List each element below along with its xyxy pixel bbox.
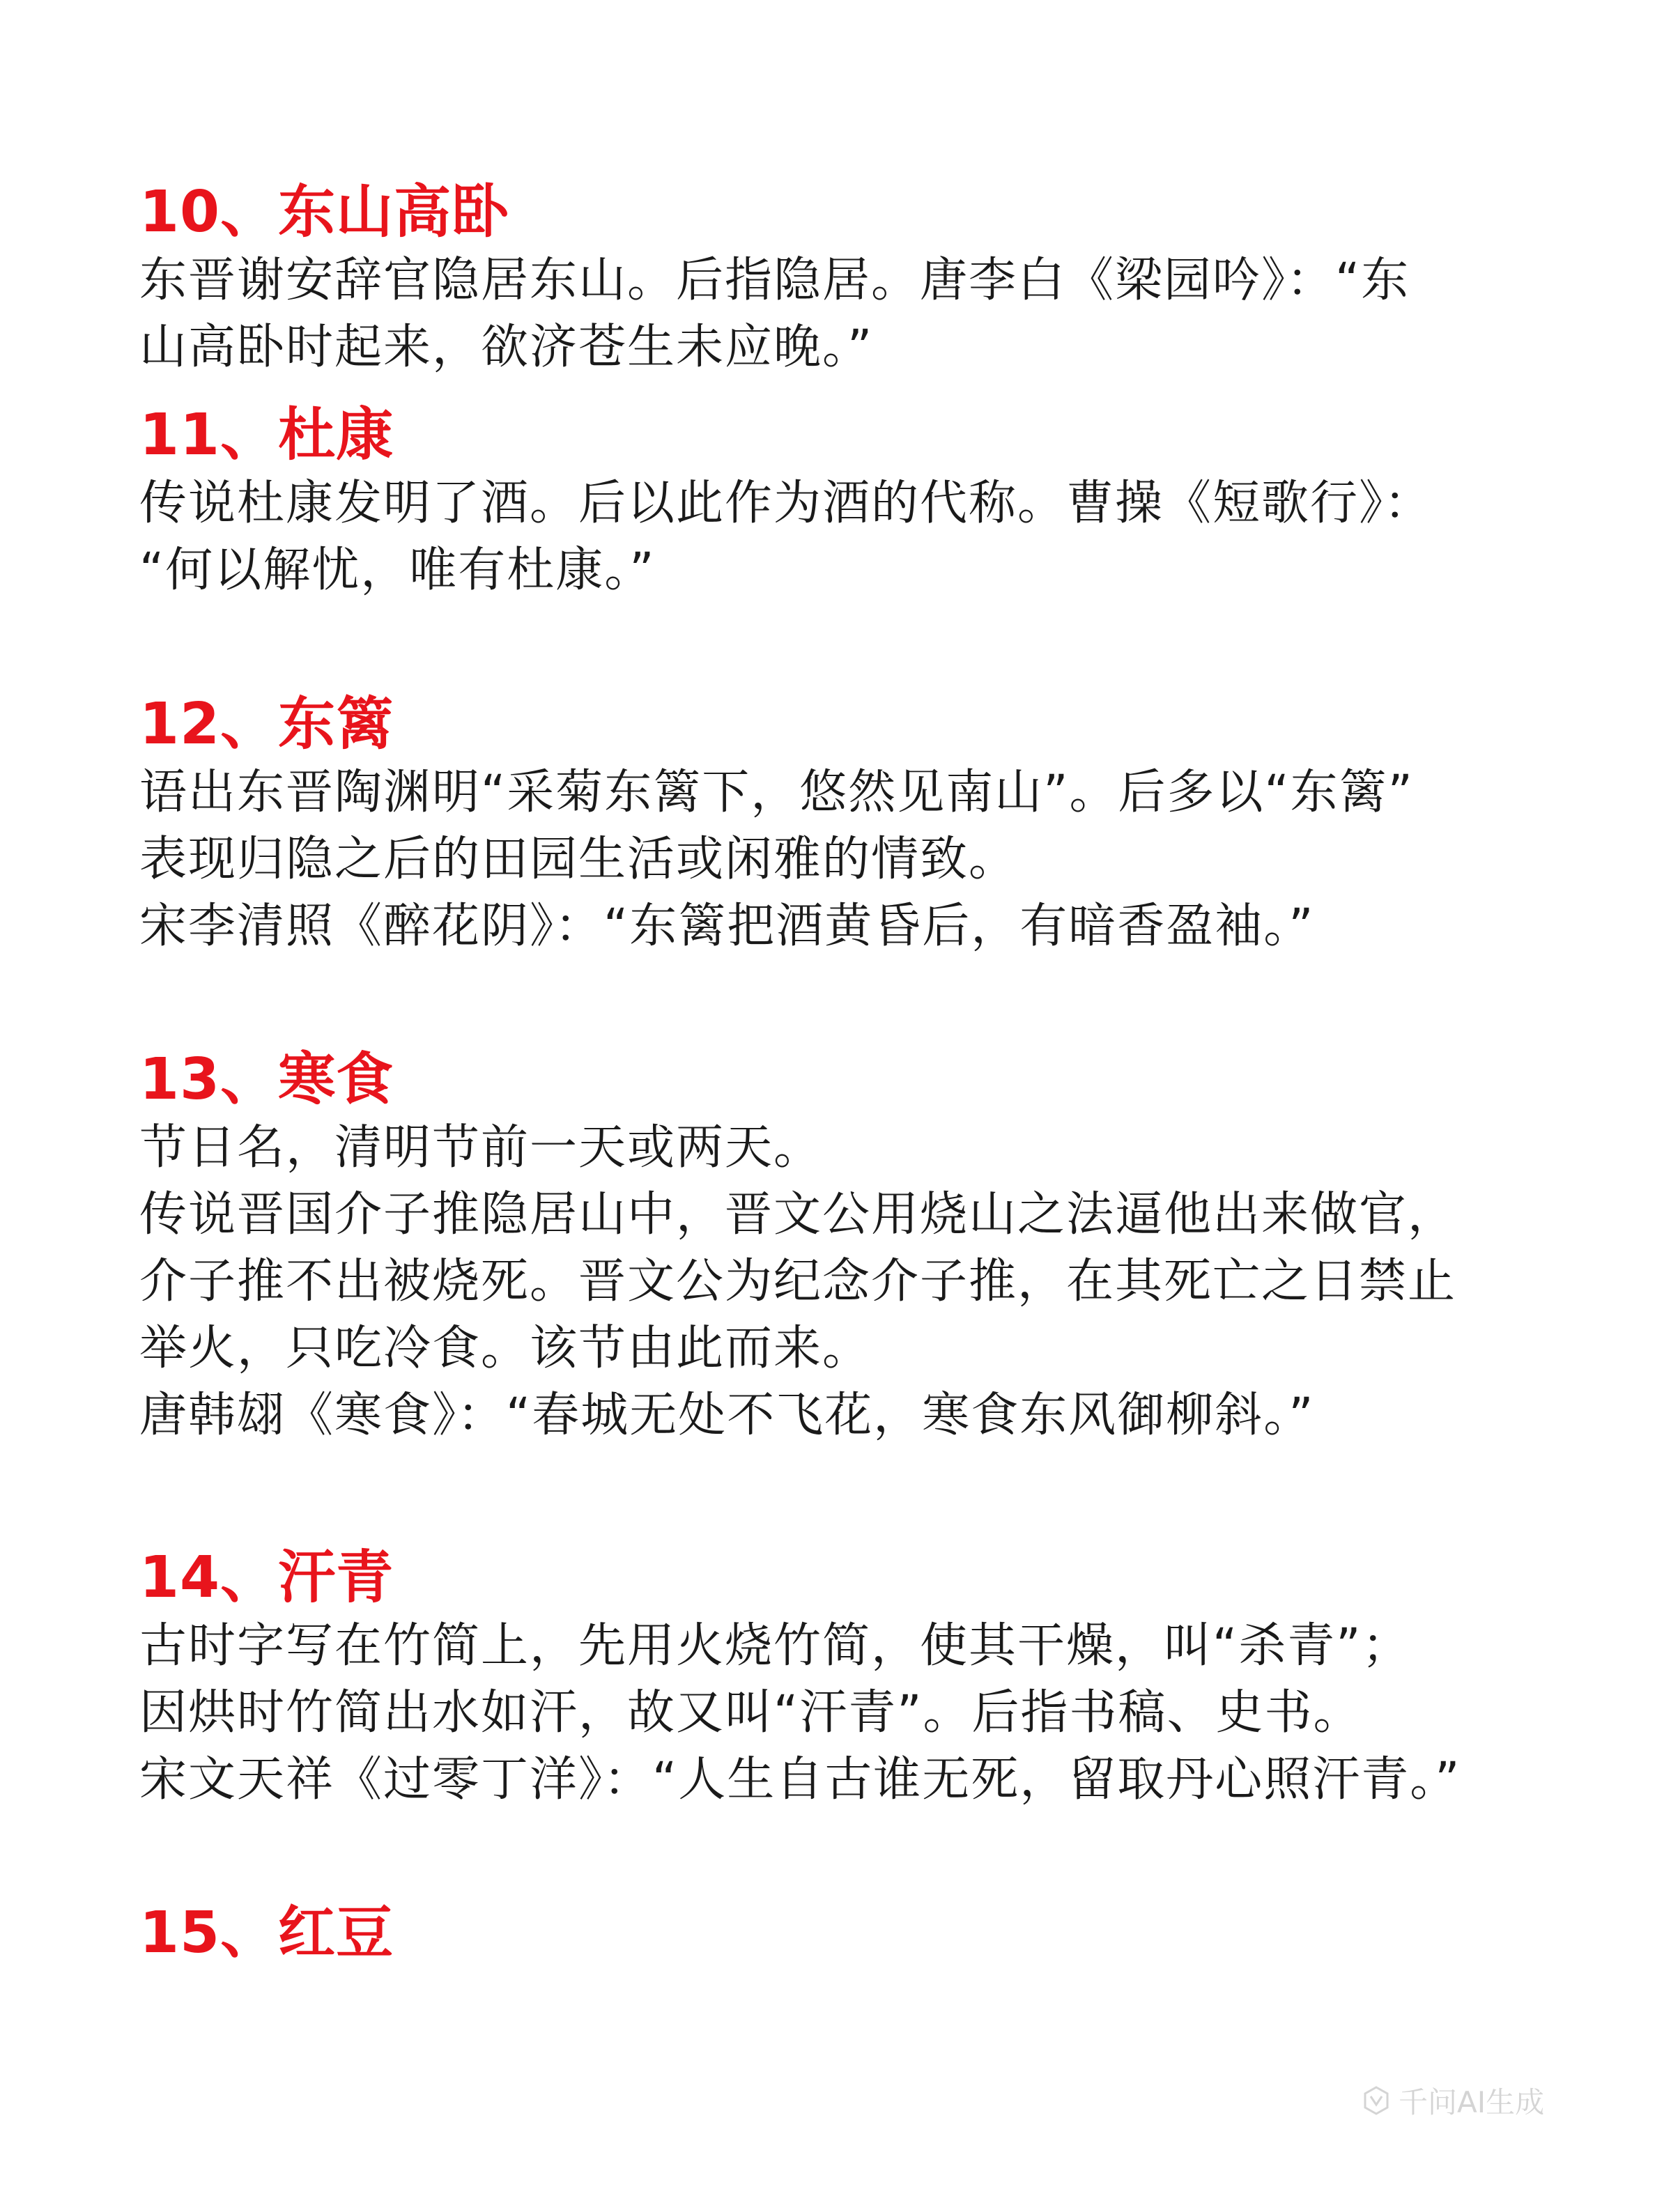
- entry-text-line: 宋文天祥《过零丁洋》：“人生自古谁无死，留取丹心照汗青。”: [139, 1752, 1461, 1807]
- document-page: [139, 0, 1533, 2212]
- entry-12: [139, 690, 1533, 960]
- entry-text-line: “何以解忧，唯有杜康。”: [139, 543, 656, 598]
- entry-title: 12、东篱: [139, 691, 394, 757]
- entry-title: 14、汗青: [139, 1545, 394, 1611]
- entry-text-line: 山高卧时起来，欲济苍生未应晚。”: [139, 320, 874, 375]
- entry-title: 13、寒食: [139, 1046, 394, 1113]
- watermark-text: 千问AI生成: [1399, 2085, 1545, 2119]
- entry-text-line: 因烘时竹简出水如汗，故又叫“汗青”。后指书稿、史书。: [139, 1685, 1362, 1740]
- entry-15: [139, 1898, 1533, 1968]
- entry-14: [139, 1543, 1533, 1813]
- entry-text-line: 东晋谢安辞官隐居东山。后指隐居。唐李白《梁园吟》：“东: [139, 253, 1410, 308]
- entry-13: [139, 1045, 1533, 1449]
- entry-10: [139, 178, 1533, 381]
- entry-text-line: 介子推不出被烧死。晋文公为纪念介子推，在其死亡之日禁止: [139, 1254, 1457, 1309]
- entry-text-line: 古时字写在竹简上，先用火烧竹简，使其干燥，叫“杀青”；: [139, 1618, 1411, 1673]
- entry-text-line: 宋李清照《醉花阴》：“东篱把酒黄昏后，有暗香盈袖。”: [139, 899, 1315, 954]
- entry-text-line: 语出东晋陶渊明“采菊东篱下，悠然见南山”。后多以“东篱”: [139, 765, 1414, 820]
- entry-title: 15、红豆: [139, 1900, 394, 1966]
- entry-text-line: 唐韩翃《寒食》：“春城无处不飞花，寒食东风御柳斜。”: [139, 1388, 1315, 1443]
- entry-text-line: 举火，只吃冷食。该节由此而来。: [139, 1321, 872, 1376]
- entry-text-line: 表现归隐之后的田园生活或闲雅的情致。: [139, 832, 1018, 887]
- entry-title: 11、杜康: [139, 402, 394, 468]
- entry-text-line: 传说晋国介子推隐居山中，晋文公用烧山之法逼他出来做官，: [139, 1187, 1457, 1242]
- entry-11: [139, 401, 1533, 604]
- entry-title: 10、东山高卧: [139, 179, 510, 245]
- qwen-logo-icon: [1362, 2085, 1390, 2116]
- entry-text-line: 传说杜康发明了酒。后以此作为酒的代称。曹操《短歌行》：: [139, 476, 1433, 531]
- watermark: [1362, 2080, 1544, 2121]
- entry-text-line: 节日名，清明节前一天或两天。: [139, 1120, 823, 1175]
